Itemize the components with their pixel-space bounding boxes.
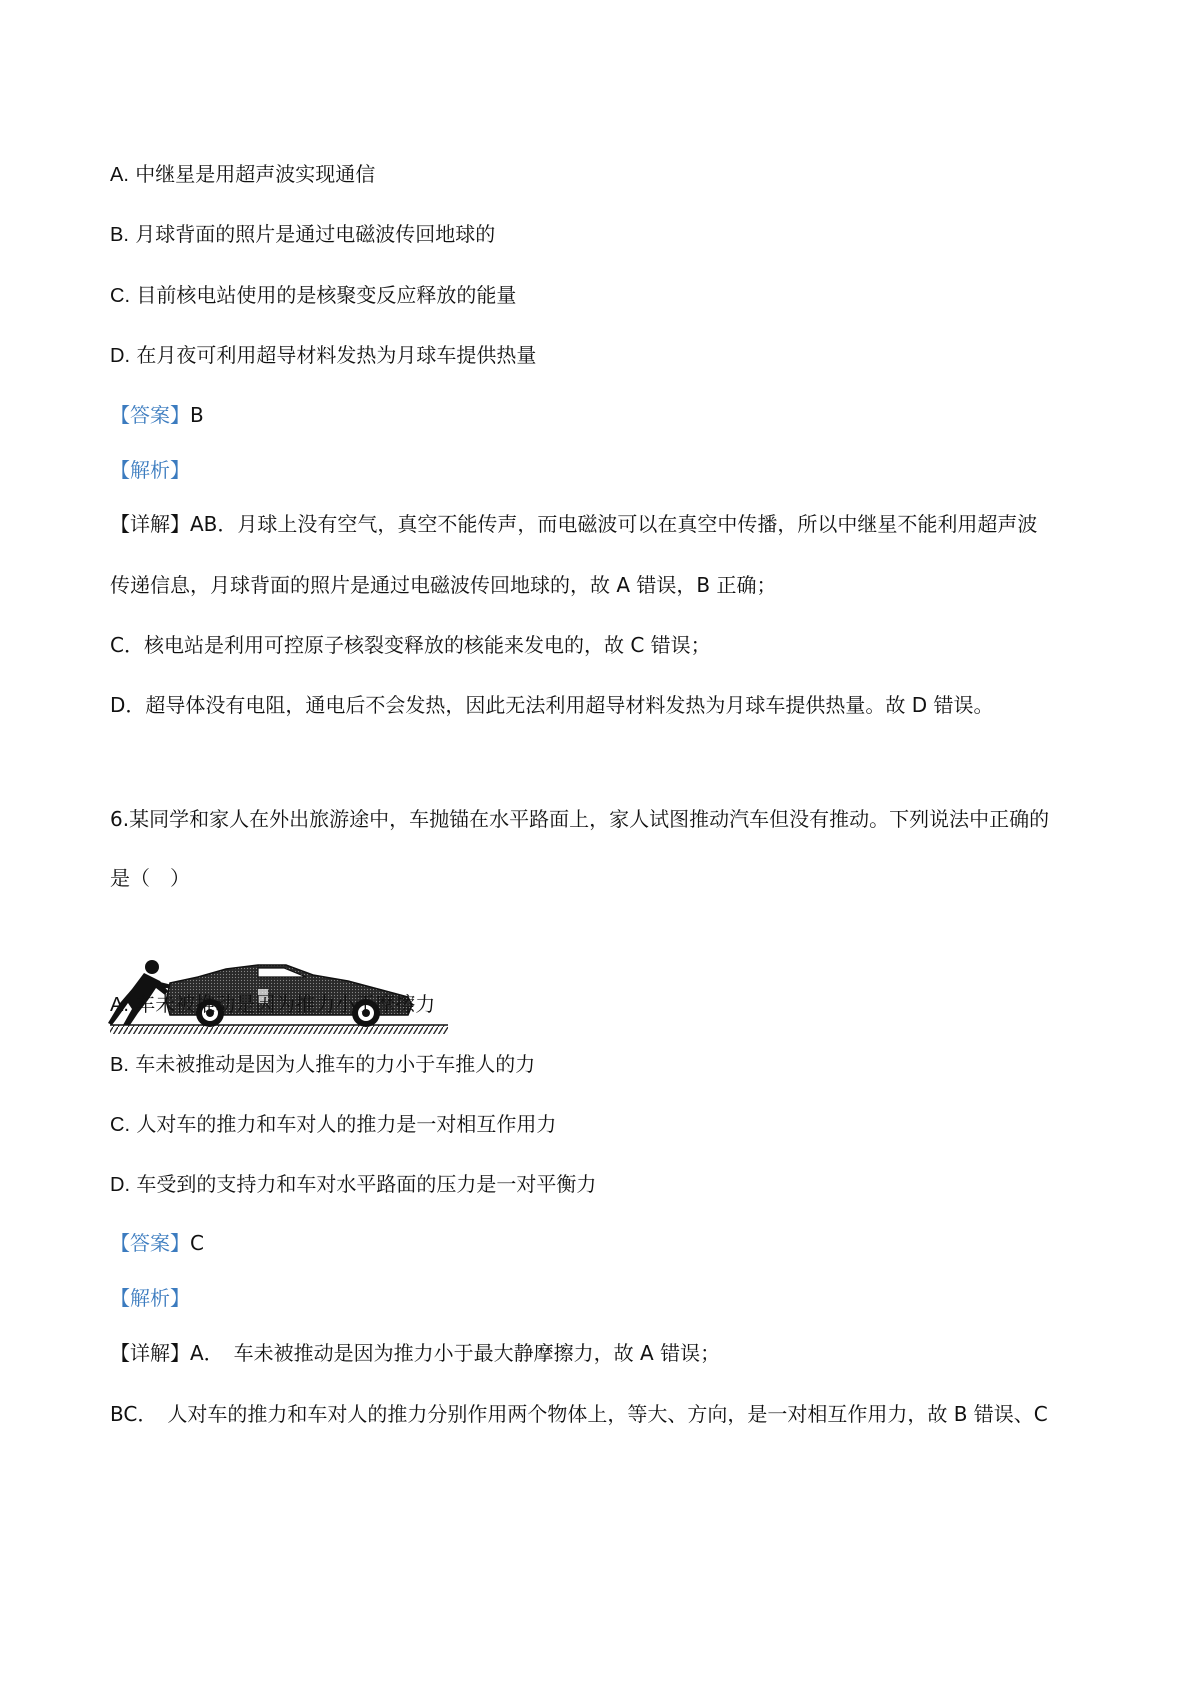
q5-option-d: D. 在月夜可利用超导材料发热为月球车提供热量: [110, 343, 537, 367]
q6-stem-line-1: 6.某同学和家人在外出旅游途中，车抛锚在水平路面上，家人试图推动汽车但没有推动。下列说法中正确的: [110, 807, 1050, 831]
q5-detail-line-3: C．核电站是利用可控原子核裂变释放的核能来发电的，故 C 错误；: [110, 633, 711, 657]
q6-option-a: A. 车未被推动是因为推力小于摩擦力: [110, 992, 436, 1016]
q5-detail-line-2: 传递信息，月球背面的照片是通过电磁波传回地球的，故 A 错误，B 正确；: [110, 573, 777, 597]
q5-option-a: A. 中继星是用超声波实现通信: [110, 162, 376, 186]
q6-stem-line-2: 是（ ）: [110, 866, 190, 890]
q5-option-c: C. 目前核电站使用的是核聚变反应释放的能量: [110, 283, 517, 307]
q5-detail-line-1: 【详解】AB．月球上没有空气，真空不能传声，而电磁波可以在真空中传播，所以中继星不能利用超声波: [110, 512, 1038, 536]
q6-option-c: C. 人对车的推力和车对人的推力是一对相互作用力: [110, 1112, 557, 1136]
q6-answer: 【答案】C: [110, 1231, 204, 1255]
q5-option-b: B. 月球背面的照片是通过电磁波传回地球的: [110, 222, 496, 246]
q6-detail-line-1: 【详解】A． 车未被推动是因为推力小于最大静摩擦力，故 A 错误；: [110, 1341, 721, 1365]
ground-hatch: [110, 1025, 448, 1034]
q5-detail-line-4: D．超导体没有电阻，通电后不会发热，因此无法利用超导材料发热为月球车提供热量。故 D 错误。: [110, 693, 994, 717]
q5-analysis-heading: 【解析】: [110, 458, 190, 482]
q6-analysis-heading: 【解析】: [110, 1286, 190, 1310]
q6-detail-line-2: BC． 人对车的推力和车对人的推力分别作用两个物体上，等大、方向，是一对相互作用力，故 B 错误、C: [110, 1402, 1048, 1426]
q5-answer: 【答案】B: [110, 403, 204, 427]
q6-option-d: D. 车受到的支持力和车对水平路面的压力是一对平衡力: [110, 1172, 597, 1196]
q6-option-b: B. 车未被推动是因为人推车的力小于车推人的力: [110, 1052, 536, 1076]
